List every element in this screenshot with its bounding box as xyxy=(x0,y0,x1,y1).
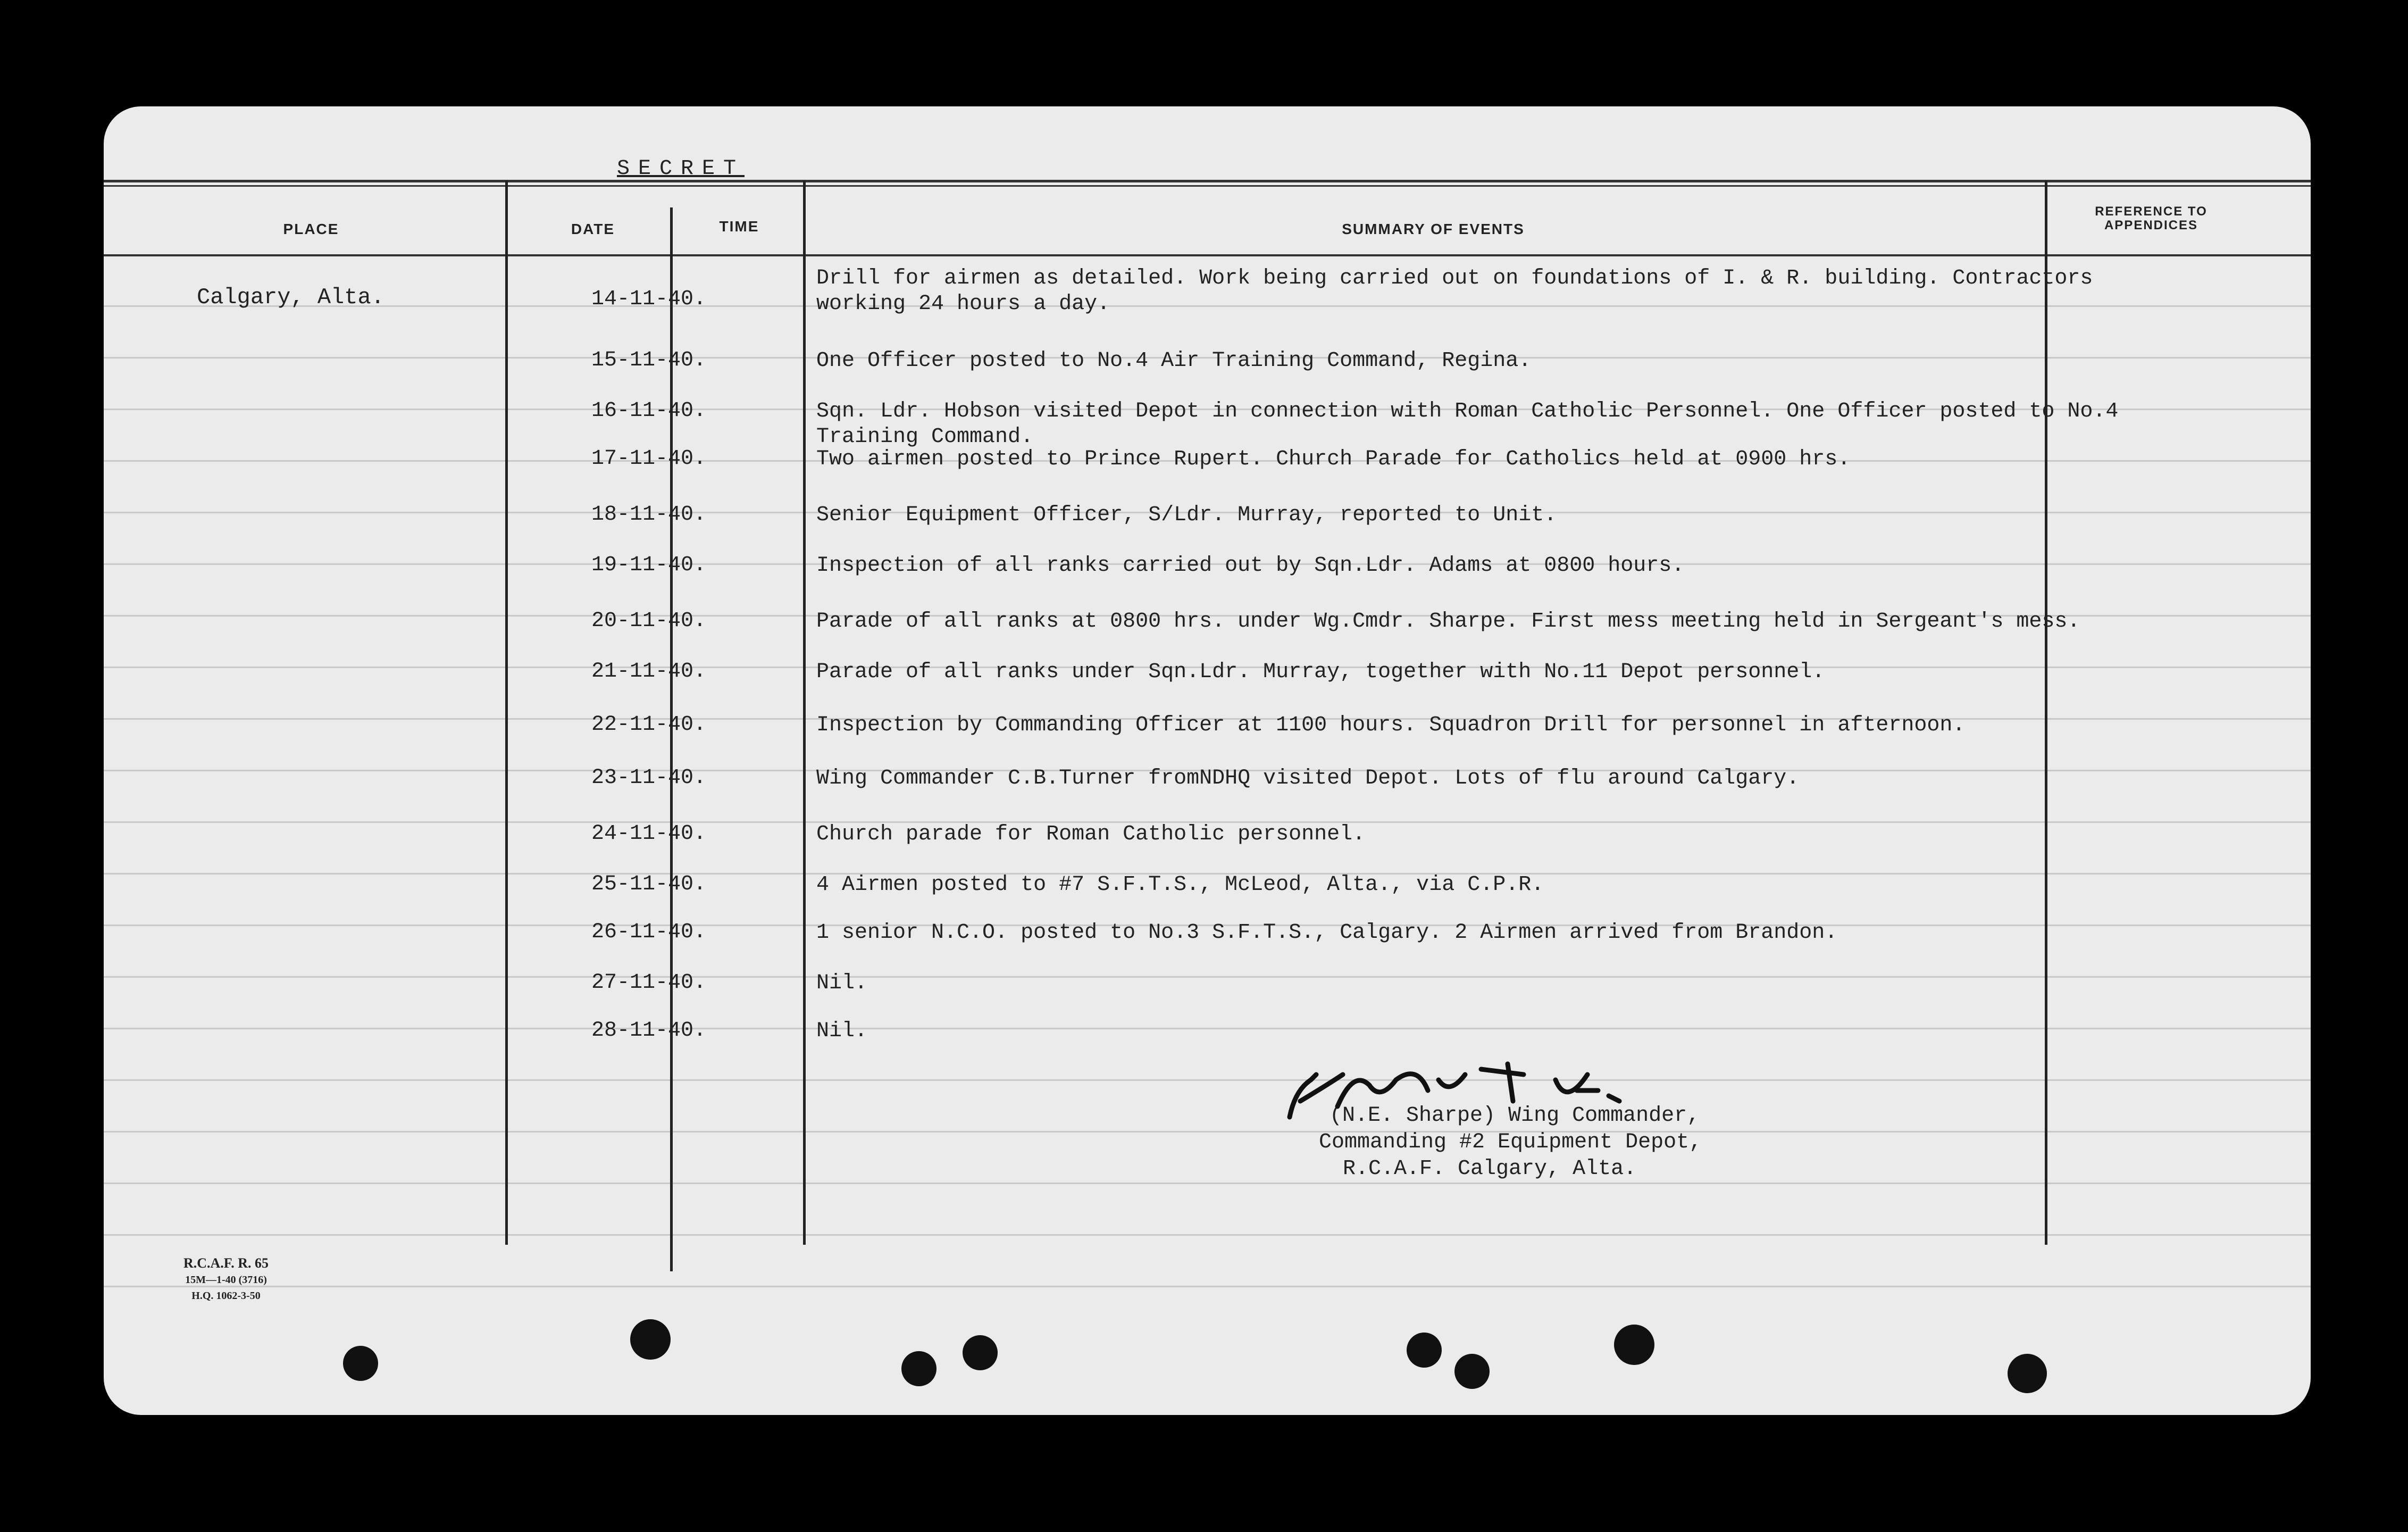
entry-summary: 4 Airmen posted to #7 S.F.T.S., McLeod, Alta., via C.P.R. xyxy=(816,873,1544,897)
signature-line-1: (N.E. Sharpe) Wing Commander, xyxy=(1330,1104,1700,1128)
place-value: Calgary, Alta. xyxy=(197,285,384,310)
entry-row xyxy=(104,266,2311,319)
header-rule xyxy=(104,254,2311,256)
punch-hole xyxy=(1614,1325,1654,1365)
entry-summary: Parade of all ranks at 0800 hrs. under Wg.Cmdr. Sharpe. First mess meeting held in Sergeant's mess. xyxy=(816,610,2080,634)
entry-row xyxy=(104,609,2311,662)
diary-card xyxy=(104,106,2311,1415)
entry-date: 16-11-40. xyxy=(591,399,707,423)
punch-hole xyxy=(901,1351,937,1386)
classification-stamp: SECRET xyxy=(617,157,745,181)
punch-hole xyxy=(1407,1333,1442,1368)
header-date: DATE xyxy=(571,221,615,237)
entry-summary: One Officer posted to No.4 Air Training Command, Regina. xyxy=(816,349,1532,373)
entry-summary: Parade of all ranks under Sqn.Ldr. Murray, together with No.11 Depot personnel. xyxy=(816,660,1825,684)
entry-summary: Senior Equipment Officer, S/Ldr. Murray, reported to Unit. xyxy=(816,503,1557,527)
entry-summary: 1 senior N.C.O. posted to No.3 S.F.T.S., Calgary. 2 Airmen arrived from Brandon. xyxy=(816,921,1838,945)
entry-date: 14-11-40. xyxy=(591,287,707,311)
handwritten-signature xyxy=(1279,1059,1662,1128)
entry-date: 26-11-40. xyxy=(591,920,707,944)
entry-summary: Inspection of all ranks carried out by Sqn.Ldr. Adams at 0800 hours. xyxy=(816,554,1685,578)
entry-date: 24-11-40. xyxy=(591,822,707,846)
form-number-3: H.Q. 1062-3-50 xyxy=(191,1290,261,1302)
entry-date: 25-11-40. xyxy=(591,872,707,896)
top-rule-double xyxy=(104,185,2311,187)
signature-line-2: Commanding #2 Equipment Depot, xyxy=(1319,1130,1702,1154)
entry-row xyxy=(104,447,2311,500)
entry-row xyxy=(104,920,2311,973)
punch-hole xyxy=(2008,1354,2047,1393)
entry-row xyxy=(104,713,2311,766)
entry-date: 15-11-40. xyxy=(591,348,707,372)
entry-date: 20-11-40. xyxy=(591,609,707,633)
punch-hole xyxy=(1454,1354,1490,1389)
punch-hole xyxy=(963,1335,998,1370)
entry-row xyxy=(104,822,2311,875)
form-number-2: 15M—1-40 (3716) xyxy=(185,1274,267,1286)
entry-summary: Two airmen posted to Prince Rupert. Church Parade for Catholics held at 0900 hrs. xyxy=(816,447,1851,471)
entry-date: 22-11-40. xyxy=(591,713,707,737)
entry-summary: Nil. xyxy=(816,1019,868,1043)
header-place: PLACE xyxy=(283,221,339,237)
entry-date: 23-11-40. xyxy=(591,766,707,790)
entry-summary: Inspection by Commanding Officer at 1100 hours. Squadron Drill for personnel in afternoon. xyxy=(816,713,1966,737)
entry-date: 28-11-40. xyxy=(591,1019,707,1043)
entry-date: 27-11-40. xyxy=(591,971,707,995)
entry-date: 18-11-40. xyxy=(591,503,707,527)
punch-hole xyxy=(343,1346,378,1381)
top-rule xyxy=(104,180,2311,182)
header-time: TIME xyxy=(719,218,759,235)
entry-row xyxy=(104,503,2311,556)
entry-row xyxy=(104,872,2311,926)
entry-summary: Church parade for Roman Catholic personnel. xyxy=(816,822,1366,846)
punch-hole xyxy=(630,1319,671,1360)
entry-date: 19-11-40. xyxy=(591,553,707,577)
entry-row xyxy=(104,553,2311,606)
entry-row xyxy=(104,971,2311,1024)
entry-date: 17-11-40. xyxy=(591,447,707,471)
entry-row xyxy=(104,766,2311,819)
entry-date: 21-11-40. xyxy=(591,660,707,684)
entry-row xyxy=(104,1019,2311,1072)
header-summary: SUMMARY OF EVENTS xyxy=(1342,221,1525,237)
entry-summary: Drill for airmen as detailed. Work being carried out on foundations of I. & R. building. Contractors working 24 hours a day. xyxy=(816,267,2093,316)
signature-line-3: R.C.A.F. Calgary, Alta. xyxy=(1343,1157,1637,1181)
entry-summary: Nil. xyxy=(816,971,868,995)
entry-summary: Sqn. Ldr. Hobson visited Depot in connection with Roman Catholic Personnel. One Officer posted to No.4 Training Command. xyxy=(816,399,2119,449)
entry-row xyxy=(104,399,2311,452)
entry-row xyxy=(104,348,2311,402)
entry-row xyxy=(104,660,2311,713)
entry-summary: Wing Commander C.B.Turner fromNDHQ visited Depot. Lots of flu around Calgary. xyxy=(816,767,1800,790)
header-reference: REFERENCE TO APPENDICES xyxy=(2095,204,2208,232)
form-number-1: R.C.A.F. R. 65 xyxy=(183,1255,269,1271)
